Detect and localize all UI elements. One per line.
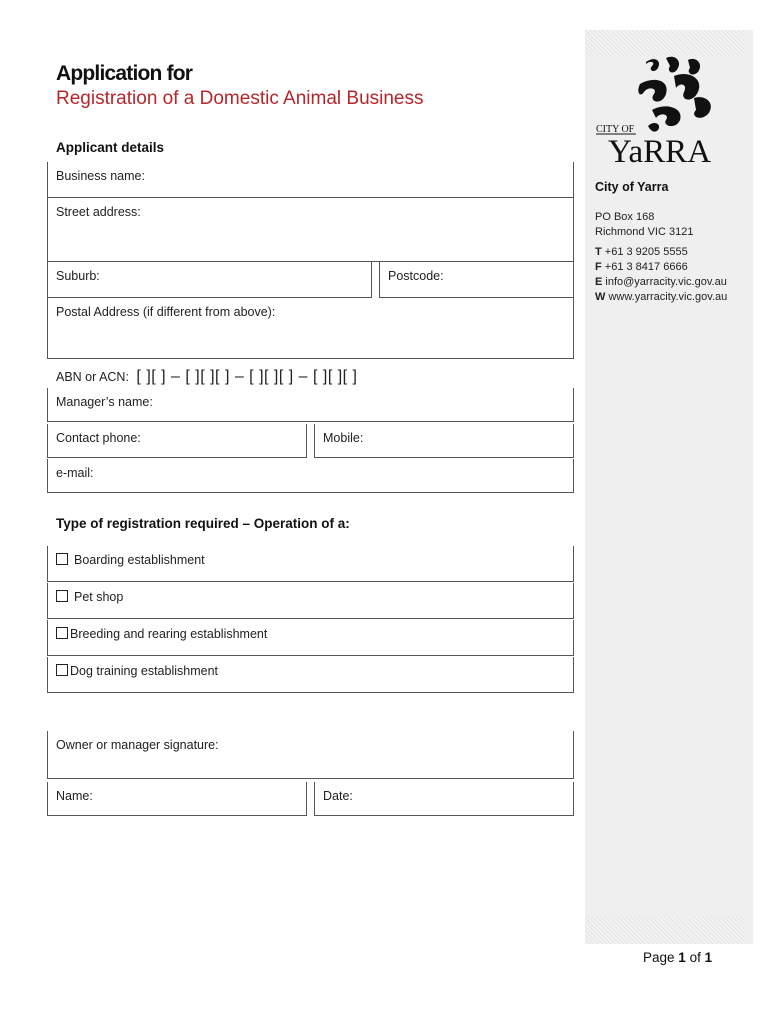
- sidebar-heading: City of Yarra: [595, 180, 669, 194]
- street-address-field[interactable]: [47, 198, 574, 262]
- email-field[interactable]: [47, 459, 574, 493]
- form-title: Application for: [56, 62, 193, 85]
- street-address-label: Street address:: [56, 205, 141, 219]
- checkbox-icon[interactable]: [56, 590, 68, 602]
- web-prefix: W: [595, 291, 606, 303]
- sidebar-fax: +61 3 8417 6666: [604, 261, 688, 273]
- option-dog-training-label: Dog training establishment: [56, 664, 218, 678]
- option-dog-training[interactable]: [47, 657, 574, 693]
- sidebar-fax-line: [595, 260, 688, 275]
- phone-prefix: T: [595, 246, 602, 258]
- checkbox-icon[interactable]: [56, 664, 68, 676]
- abn-input-brackets[interactable]: [ ][ ] – [ ][ ][ ] – [ ][ ][ ] – [ ][ ][ ]: [136, 368, 358, 385]
- sidebar-email[interactable]: info@yarracity.vic.gov.au: [605, 276, 727, 288]
- logo-city-of-text: CITY OF: [596, 124, 635, 135]
- sidebar-email-line: [595, 275, 727, 290]
- option-boarding-label: Boarding establishment: [56, 553, 205, 567]
- option-breeding[interactable]: [47, 620, 574, 656]
- checkbox-icon[interactable]: [56, 553, 68, 565]
- sidebar-web-line: [595, 290, 727, 305]
- option-breeding-label: Breeding and rearing establishment: [56, 627, 267, 641]
- business-name-label: Business name:: [56, 169, 145, 183]
- contact-sidebar: [585, 30, 753, 944]
- abn-row: [56, 368, 357, 386]
- sidebar-po-box: PO Box 168: [595, 211, 655, 223]
- date-label: Date:: [323, 789, 353, 803]
- mobile-field[interactable]: [314, 424, 574, 458]
- city-of-yarra-logo: [596, 54, 732, 166]
- manager-name-field[interactable]: [47, 388, 574, 422]
- sidebar-suburb: Richmond VIC 3121: [595, 226, 694, 238]
- manager-name-label: Manager’s name:: [56, 395, 153, 409]
- sidebar-web[interactable]: www.yarracity.vic.gov.au: [608, 291, 728, 303]
- postal-address-field[interactable]: [47, 298, 574, 359]
- logo-yarra-text: YaRRA: [608, 134, 712, 166]
- name-field[interactable]: [47, 782, 307, 816]
- signature-label: Owner or manager signature:: [56, 738, 219, 752]
- name-label: Name:: [56, 789, 93, 803]
- abn-label: ABN or ACN:: [56, 370, 129, 384]
- suburb-field[interactable]: [47, 262, 372, 298]
- email-prefix: E: [595, 276, 603, 288]
- suburb-label: Suburb:: [56, 269, 100, 283]
- email-label: e-mail:: [56, 466, 94, 480]
- contact-phone-label: Contact phone:: [56, 431, 141, 445]
- date-field[interactable]: [314, 782, 574, 816]
- postcode-field[interactable]: [379, 262, 574, 298]
- page-number: Page 1 of 1: [643, 950, 713, 965]
- registration-type-heading: Type of registration required – Operation of a:: [56, 516, 350, 531]
- postcode-label: Postcode:: [388, 269, 444, 283]
- signature-field[interactable]: [47, 731, 574, 779]
- applicant-details-heading: Applicant details: [56, 140, 165, 155]
- contact-phone-field[interactable]: [47, 424, 307, 458]
- option-pet-shop-label: Pet shop: [56, 590, 123, 604]
- sidebar-phone: +61 3 9205 5555: [604, 246, 688, 258]
- checkbox-icon[interactable]: [56, 627, 68, 639]
- sidebar-phone-line: [595, 245, 688, 260]
- mobile-label: Mobile:: [323, 431, 364, 445]
- form-subtitle: Registration of a Domestic Animal Business: [56, 88, 424, 109]
- fax-prefix: F: [595, 261, 602, 273]
- postal-address-label: Postal Address (if different from above):: [56, 305, 276, 319]
- sidebar-hatch-top: [585, 30, 745, 56]
- option-pet-shop[interactable]: [47, 583, 574, 619]
- business-name-field[interactable]: [47, 162, 574, 198]
- sidebar-hatch-bottom: [585, 916, 745, 944]
- option-boarding[interactable]: [47, 546, 574, 582]
